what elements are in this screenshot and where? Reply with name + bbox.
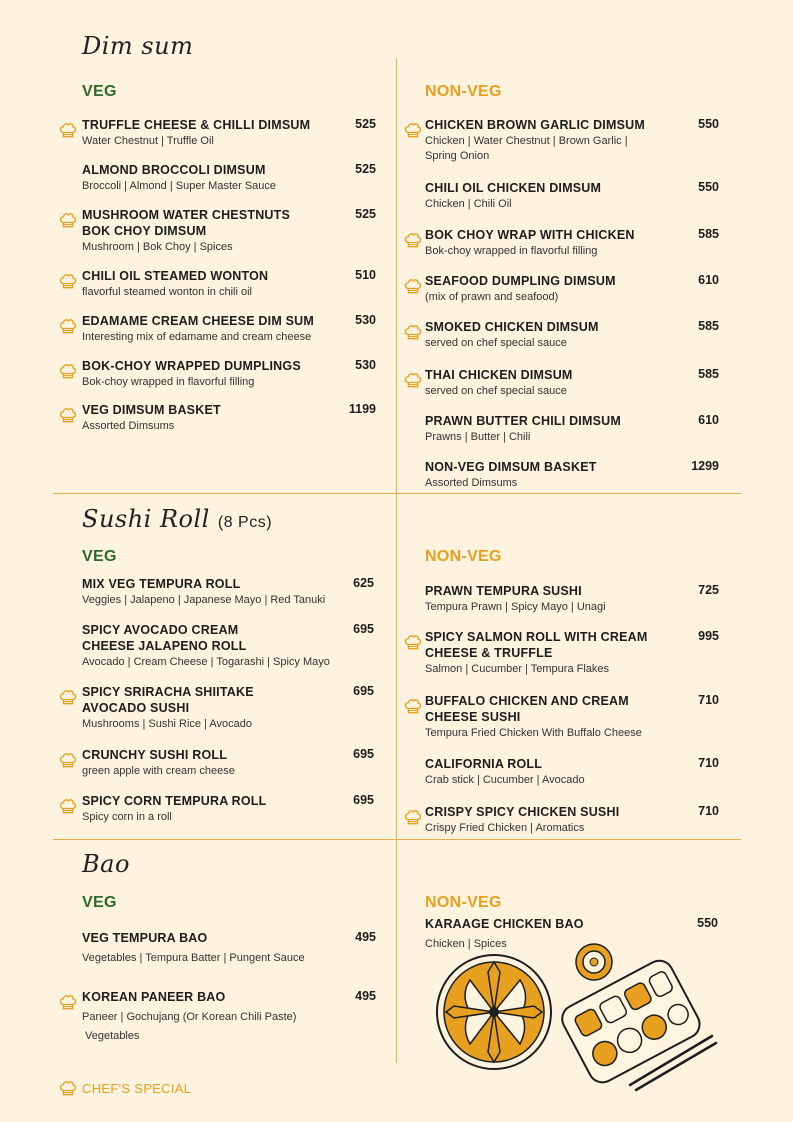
item-name: MUSHROOM WATER CHESTNUTS <box>82 208 291 222</box>
menu-item <box>82 684 362 732</box>
legend-label: CHEF'S SPECIAL <box>82 1080 192 1096</box>
item-name-line2: CHEESE SUSHI <box>425 710 521 724</box>
menu-item <box>425 180 685 212</box>
item-name-line2: BOK CHOY DIMSUM <box>82 224 207 238</box>
item-price: 710 <box>698 804 719 818</box>
section-divider-dimsum <box>53 493 741 494</box>
sushi-tray-illustration <box>557 956 704 1087</box>
menu-item <box>82 162 352 194</box>
item-desc: Salmon | Cucumber | Tempura Flakes <box>425 663 610 675</box>
menu-item <box>82 576 362 608</box>
menu-item <box>425 319 685 351</box>
item-name: CRISPY SPICY CHICKEN SUSHI <box>425 805 620 819</box>
sauce-bowl-illustration <box>576 944 612 980</box>
menu-item <box>425 756 685 788</box>
bao-veg-heading: VEG <box>82 894 117 911</box>
sushi-veg-heading: VEG <box>82 548 117 565</box>
item-price: 530 <box>355 313 376 327</box>
chef-hat-icon <box>403 230 423 250</box>
item-desc: Broccoli | Almond | Super Master Sauce <box>82 180 277 192</box>
item-desc: Crab stick | Cucumber | Avocado <box>425 774 585 786</box>
menu-item <box>82 402 352 434</box>
item-price: 530 <box>355 358 376 372</box>
plate-illustration <box>437 955 551 1069</box>
menu-item <box>425 117 685 164</box>
chef-hat-icon <box>58 992 78 1012</box>
item-desc: Tempura Fried Chicken With Buffalo Cheese <box>425 727 642 739</box>
menu-item <box>82 622 362 670</box>
item-name: CHICKEN BROWN GARLIC DIMSUM <box>425 118 645 132</box>
item-price: 610 <box>698 273 719 287</box>
item-price: 610 <box>698 413 719 427</box>
item-desc: Mushrooms | Sushi Rice | Avocado <box>82 718 252 730</box>
item-price: 725 <box>698 583 719 597</box>
item-desc: (mix of prawn and seafood) <box>425 291 559 303</box>
section-divider-sushi <box>53 839 741 840</box>
item-price: 695 <box>353 684 374 698</box>
item-desc: Bok-choy wrapped in flavorful filling <box>425 245 598 257</box>
item-price: 995 <box>698 629 719 643</box>
item-name: SPICY SRIRACHA SHIITAKE <box>82 685 254 699</box>
item-name: PRAWN BUTTER CHILI DIMSUM <box>425 414 621 428</box>
menu-item <box>425 583 685 615</box>
chef-hat-icon <box>403 370 423 390</box>
chef-hat-icon <box>58 1078 78 1098</box>
chef-hat-icon <box>403 276 423 296</box>
item-desc: Vegetables | Tempura Batter | Pungent Sauce <box>82 952 305 964</box>
item-name: SPICY AVOCADO CREAM <box>82 623 239 637</box>
item-name: VEG DIMSUM BASKET <box>82 403 221 417</box>
item-price: 550 <box>698 117 719 131</box>
item-name: THAI CHICKEN DIMSUM <box>425 368 573 382</box>
item-desc: flavorful steamed wonton in chili oil <box>82 286 252 298</box>
menu-item <box>82 313 352 345</box>
chef-hat-icon <box>58 796 78 816</box>
item-desc: Prawns | Butter | Chili <box>425 431 531 443</box>
item-desc: Paneer | Gochujang (Or Korean Chili Paste) <box>82 1011 297 1023</box>
item-name: TRUFFLE CHEESE & CHILLI DIMSUM <box>82 118 311 132</box>
sushi-subtitle: (8 Pcs) <box>217 514 273 531</box>
item-price: 710 <box>698 693 719 707</box>
dimsum-veg-heading: VEG <box>82 83 117 100</box>
chef-hat-icon <box>58 750 78 770</box>
item-price: 695 <box>353 793 374 807</box>
item-desc: Crispy Fried Chicken | Aromatics <box>425 822 585 834</box>
item-price: 495 <box>355 930 376 944</box>
menu-item <box>425 629 685 677</box>
item-name: SPICY CORN TEMPURA ROLL <box>82 794 267 808</box>
item-price: 585 <box>698 227 719 241</box>
chef-hat-icon <box>58 271 78 291</box>
chef-hat-icon <box>403 807 423 827</box>
sushi-title-text: Sushi Roll <box>82 505 210 533</box>
item-desc: Avocado | Cream Cheese | Togarashi | Spicy Mayo <box>82 656 330 668</box>
menu-item <box>82 989 362 1044</box>
item-name: EDAMAME CREAM CHEESE DIM SUM <box>82 314 314 328</box>
chef-hat-icon <box>58 210 78 230</box>
menu-item <box>425 459 685 491</box>
item-name: MIX VEG TEMPURA ROLL <box>82 577 241 591</box>
menu-item <box>425 693 685 741</box>
item-name: BOK CHOY WRAP WITH CHICKEN <box>425 228 635 242</box>
item-name: CHILI OIL STEAMED WONTON <box>82 269 269 283</box>
chef-hat-icon <box>58 687 78 707</box>
item-desc: served on chef special sauce <box>425 385 567 397</box>
item-price: 550 <box>698 180 719 194</box>
chef-hat-icon <box>58 361 78 381</box>
item-name: SMOKED CHICKEN DIMSUM <box>425 320 599 334</box>
chef-hat-icon <box>403 632 423 652</box>
item-name-line2: CHEESE & TRUFFLE <box>425 646 553 660</box>
item-desc: Spicy corn in a roll <box>82 811 172 823</box>
item-price: 585 <box>698 367 719 381</box>
item-name: CHILI OIL CHICKEN DIMSUM <box>425 181 602 195</box>
menu-item <box>425 804 685 836</box>
item-name: VEG TEMPURA BAO <box>82 931 208 945</box>
item-desc: Chicken | Spices <box>425 938 507 950</box>
chef-hat-icon <box>58 120 78 140</box>
item-name: PRAWN TEMPURA SUSHI <box>425 584 582 598</box>
item-price: 510 <box>355 268 376 282</box>
item-name: CALIFORNIA ROLL <box>425 757 543 771</box>
dimsum-section-title: Dim sum <box>82 32 194 60</box>
item-desc: Assorted Dimsums <box>425 477 518 489</box>
item-price: 585 <box>698 319 719 333</box>
item-price: 1299 <box>691 459 719 473</box>
item-desc: Chicken | Water Chestnut | Brown Garlic | <box>425 135 628 147</box>
item-desc: Assorted Dimsums <box>82 420 175 432</box>
item-name: ALMOND BROCCOLI DIMSUM <box>82 163 266 177</box>
item-desc-line2: Vegetables <box>82 1030 140 1042</box>
item-price: 525 <box>355 162 376 176</box>
item-name: SPICY SALMON ROLL WITH CREAM <box>425 630 648 644</box>
menu-item <box>82 747 362 779</box>
chef-hat-icon <box>403 322 423 342</box>
menu-item <box>425 227 685 259</box>
item-name: SEAFOOD DUMPLING DIMSUM <box>425 274 616 288</box>
item-price: 710 <box>698 756 719 770</box>
item-name: BUFFALO CHICKEN AND CREAM <box>425 694 629 708</box>
menu-item <box>425 273 685 305</box>
item-price: 495 <box>355 989 376 1003</box>
sushi-section-title <box>82 505 272 533</box>
dimsum-nonveg-heading: NON-VEG <box>425 83 502 100</box>
item-price: 525 <box>355 117 376 131</box>
menu-item <box>82 117 352 149</box>
column-divider <box>396 58 397 1063</box>
item-desc-line2: Spring Onion <box>425 150 490 162</box>
menu-item <box>82 793 362 825</box>
bao-section-title: Bao <box>82 850 130 878</box>
item-price: 695 <box>353 747 374 761</box>
menu-item <box>425 367 685 399</box>
item-name: KOREAN PANEER BAO <box>82 990 226 1004</box>
item-desc: Tempura Prawn | Spicy Mayo | Unagi <box>425 601 606 613</box>
item-name: KARAAGE CHICKEN BAO <box>425 917 584 931</box>
item-name: BOK-CHOY WRAPPED DUMPLINGS <box>82 359 301 373</box>
item-desc: Interesting mix of edamame and cream cheese <box>82 331 312 343</box>
item-name-line2: CHEESE JALAPENO ROLL <box>82 639 247 653</box>
menu-item <box>82 268 352 300</box>
item-name: CRUNCHY SUSHI ROLL <box>82 748 228 762</box>
item-desc: served on chef special sauce <box>425 337 567 349</box>
item-desc: Mushroom | Bok Choy | Spices <box>82 241 233 253</box>
item-name-line2: AVOCADO SUSHI <box>82 701 190 715</box>
menu-item <box>82 358 352 390</box>
chefs-special-legend <box>58 1078 191 1098</box>
item-price: 550 <box>697 916 718 930</box>
item-desc: green apple with cream cheese <box>82 765 235 777</box>
bao-nonveg-heading: NON-VEG <box>425 894 502 911</box>
menu-item <box>425 413 685 445</box>
sushi-nonveg-heading: NON-VEG <box>425 548 502 565</box>
item-name: NON-VEG DIMSUM BASKET <box>425 460 597 474</box>
chef-hat-icon <box>58 316 78 336</box>
chef-hat-icon <box>403 120 423 140</box>
item-desc: Chicken | Chili Oil <box>425 198 512 210</box>
item-price: 695 <box>353 622 374 636</box>
chef-hat-icon <box>403 696 423 716</box>
item-desc: Water Chestnut | Truffle Oil <box>82 135 214 147</box>
food-illustration <box>430 940 730 1095</box>
item-desc: Bok-choy wrapped in flavorful filling <box>82 376 255 388</box>
item-price: 525 <box>355 207 376 221</box>
item-price: 625 <box>353 576 374 590</box>
chef-hat-icon <box>58 405 78 425</box>
item-price: 1199 <box>348 402 376 416</box>
menu-item <box>82 930 362 966</box>
item-desc: Veggies | Jalapeno | Japanese Mayo | Red Tanuki <box>82 594 326 606</box>
menu-item <box>82 207 352 255</box>
